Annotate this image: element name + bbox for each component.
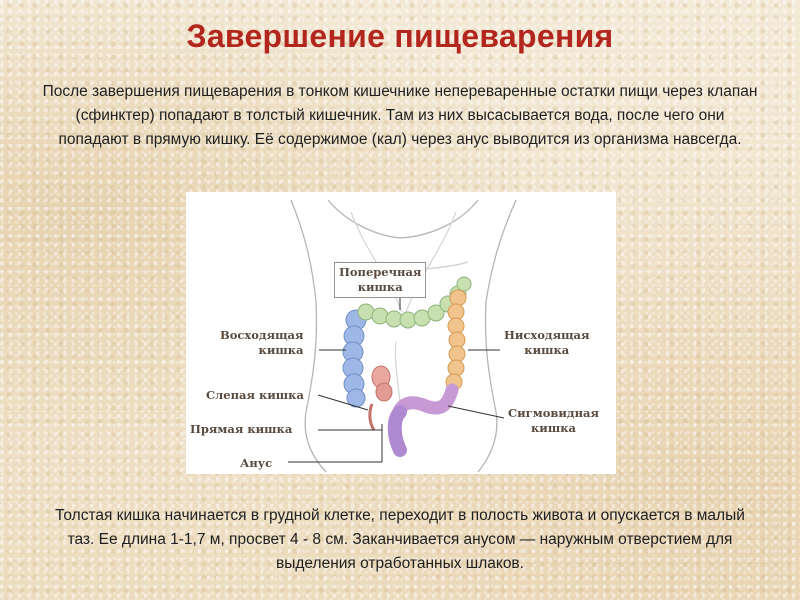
large-intestine-diagram	[186, 192, 616, 474]
descending-colon-label: Нисходящая кишка	[504, 328, 590, 357]
ascending-colon-label: Восходящая кишка	[220, 328, 304, 357]
ascending-colon	[343, 310, 366, 407]
sigmoid-colon-label: Сигмовидная кишка	[508, 406, 599, 435]
slide-title: Завершение пищеварения	[186, 18, 614, 54]
transverse-colon-label: Поперечная кишка	[334, 262, 426, 298]
anus-label: Анус	[240, 456, 273, 470]
rectum-label: Прямая кишка	[190, 422, 293, 436]
cecum-label: Слепая кишка	[206, 388, 304, 402]
intro-paragraph: После завершения пищеварения в тонком кишечнике непереваренные остатки пищи через клапан (сфинктер) попадают в толстый кишечник. Там из них высасывается вода, после чего они попадают в прямую кишку. Её содержимое (кал) через анус выводится из организма навсегда.	[42, 83, 758, 148]
outro-paragraph: Толстая кишка начинается в грудной клетке, переходит в полость живота и опускается в малый таз. Ее длина 1-1,7 м, просвет 4 - 8 см. Заканчивается анусом — наружным отверстием для выделения отработанных шлаков.	[55, 507, 745, 572]
rectum	[395, 412, 400, 450]
body-outline	[291, 200, 516, 472]
